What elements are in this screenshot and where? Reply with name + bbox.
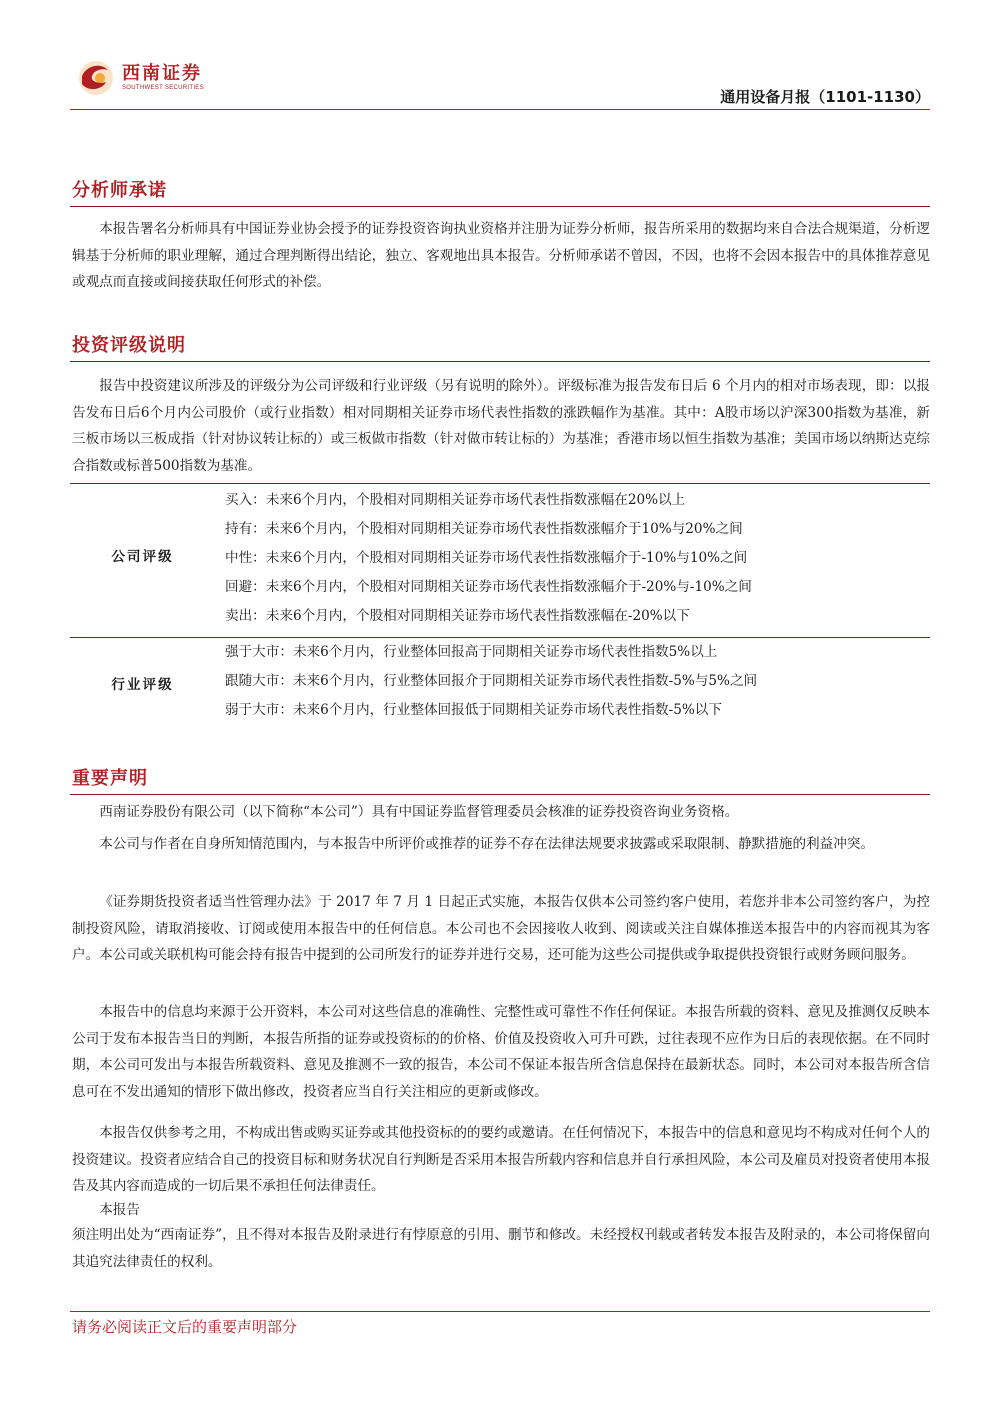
disclaimer-section-title: 重要声明 <box>72 768 148 789</box>
rating-row-buy: 买入：未来6个月内，个股相对同期相关证券市场代表性指数涨幅在20%以上 <box>225 492 686 508</box>
rating-table <box>70 483 930 725</box>
analyst-section-divider <box>70 206 930 207</box>
disclaimer-paragraph-4: 本报告中的信息均来源于公开资料，本公司对这些信息的准确性、完整性或可靠性不作任何保证。本报告所载的资料、意见及推测仅反映本公司于发布本报告当日的判断，本报告所指的证券或投资标的的价格、价值及投资收入可升可跌，过往表现不应作为日后的表现依据。在不同时期，本公司可发出与本报告所载资料、意见及推测不一致的报告，本公司不保证本报告所含信息保持在最新状态。同时，本公司对本报告所含信息可在不发出通知的情形下做出修改，投资者应当自行关注相应的更新或修改。 <box>72 1004 930 1100</box>
rating-row-neutral: 中性：未来6个月内，个股相对同期相关证券市场代表性指数涨幅介于-10%与10%之间 <box>225 550 748 566</box>
footer-divider <box>70 1311 930 1312</box>
brand-name-en: SOUTHWEST SECURITIES <box>122 85 204 91</box>
rating-row-market-perform: 跟随大市：未来6个月内，行业整体回报介于同期相关证券市场代表性指数-5%与5%之间 <box>225 673 758 689</box>
rating-row-sell: 卖出：未来6个月内，个股相对同期相关证券市场代表性指数涨幅在-20%以下 <box>225 608 690 624</box>
analyst-section-title: 分析师承诺 <box>72 180 167 201</box>
disclaimer-paragraph-6: 须注明出处为“西南证券”，且不得对本报告及附录进行有悖原意的引用、删节和修改。未经授权刊载或者转发本报告及附录的，本公司将保留向其追究法律责任的权利。 <box>72 1227 930 1270</box>
rating-intro-text: 报告中投资建议所涉及的评级分为公司评级和行业评级（另有说明的除外）。评级标准为报告发布日后 6 个月内的相对市场表现，即：以报告发布日后6个月内公司股价（或行业指数）相对同期相关证券市场代表性指数的涨跌幅作为基准。其中：A股市场以沪深300指数为基准，新三板市场以三板成指（针对协议转让标的）或三板做市指数（针对做市转让标的）为基准；香港市场以恒生指数为基准；美国市场以纳斯达克综合指数或标普500指数为基准。 <box>72 378 930 474</box>
rating-row-underperform: 弱于大市：未来6个月内，行业整体回报低于同期相关证券市场代表性指数-5%以下 <box>225 702 722 718</box>
disclaimer-paragraph-5: 本报告仅供参考之用，不构成出售或购买证券或其他投资标的的要约或邀请。在任何情况下，本报告中的信息和意见均不构成对任何个人的投资建议。投资者应结合自己的投资目标和财务状况自行判断是否采用本报告所载内容和信息并自行承担风险，本公司及雇员对投资者使用本报告及其内容而造成的一切后果不承担任何法律责任。 <box>72 1125 930 1194</box>
footer-notice: 请务必阅读正文后的重要声明部分 <box>72 1318 298 1336</box>
industry-rating-label: 行业评级 <box>111 677 174 693</box>
rating-row-outperform: 强于大市：未来6个月内，行业整体回报高于同期相关证券市场代表性指数5%以上 <box>225 644 718 660</box>
header-divider <box>70 109 930 110</box>
disclaimer-paragraph-1: 西南证券股份有限公司（以下简称“本公司”）具有中国证券监督管理委员会核准的证券投资咨询业务资格。 <box>99 804 739 820</box>
industry-rating-group <box>70 637 930 725</box>
southwest-securities-logo-icon <box>76 58 116 98</box>
report-title: 通用设备月报（1101-1130） <box>720 88 930 106</box>
disclaimer-paragraph-6-heading: 本报告 <box>99 1202 140 1218</box>
rating-section-divider <box>70 361 930 362</box>
company-rating-label: 公司评级 <box>111 549 174 565</box>
rating-row-hold: 持有：未来6个月内，个股相对同期相关证券市场代表性指数涨幅介于10%与20%之间 <box>225 521 743 537</box>
company-rating-group <box>70 483 930 631</box>
disclaimer-paragraph-2: 本公司与作者在自身所知情范围内，与本报告中所评价或推荐的证券不存在法律法规要求披露或采取限制、静默措施的利益冲突。 <box>99 836 875 852</box>
rating-row-avoid: 回避：未来6个月内，个股相对同期相关证券市场代表性指数涨幅介于-20%与-10%之间 <box>225 579 752 595</box>
rating-section-title: 投资评级说明 <box>72 335 186 356</box>
analyst-commitment-text: 本报告署名分析师具有中国证券业协会授予的证券投资咨询执业资格并注册为证券分析师，报告所采用的数据均来自合法合规渠道，分析逻辑基于分析师的职业理解，通过合理判断得出结论，独立、客观地出具本报告。分析师承诺不曾因，不因，也将不会因本报告中的具体推荐意见或观点而直接或间接获取任何形式的补偿。 <box>72 221 930 290</box>
disclaimer-section-divider <box>70 794 930 795</box>
company-logo <box>76 58 204 98</box>
disclaimer-paragraph-3: 《证券期货投资者适当性管理办法》于 2017 年 7 月 1 日起正式实施，本报告仅供本公司签约客户使用，若您并非本公司签约客户，为控制投资风险，请取消接收、订阅或使用本报告中的任何信息。本公司也不会因接收人收到、阅读或关注自媒体推送本报告中的内容而视其为客户。本公司或关联机构可能会持有报告中提到的公司所发行的证券并进行交易，还可能为这些公司提供或争取提供投资银行或财务顾问服务。 <box>72 894 930 963</box>
brand-name-cn: 西南证券 <box>122 63 202 84</box>
